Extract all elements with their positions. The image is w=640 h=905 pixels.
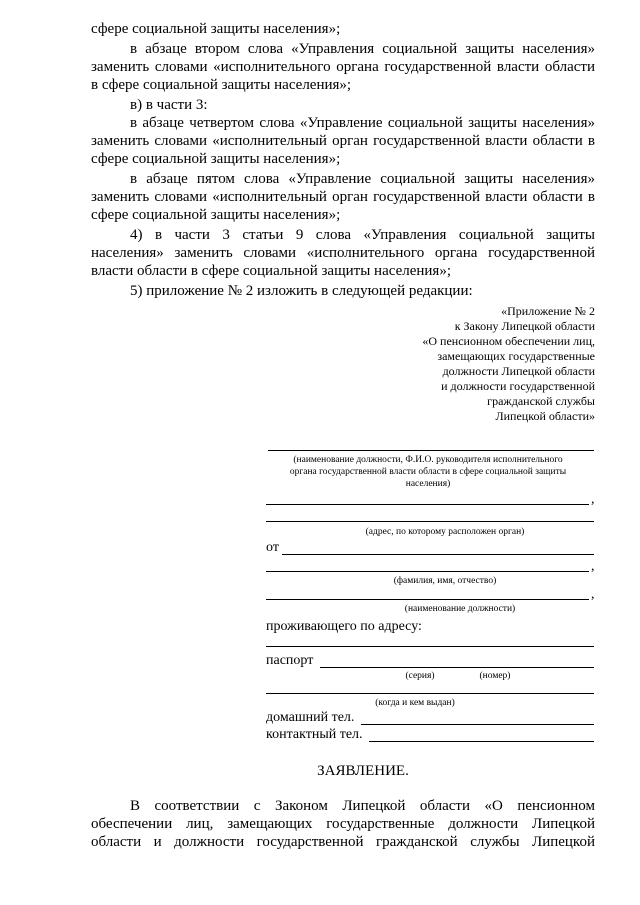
form-caption: (когда и кем выдан) [375, 698, 455, 708]
text-line: в абзаце втором слова «Управления социальной защиты населения» [130, 41, 595, 57]
text-line: в) в части 3: [130, 97, 208, 113]
text-line: сфере социальной защиты населения»; [91, 151, 341, 167]
form-caption: (наименование должности) [404, 604, 516, 614]
appendix-header-line: и должности государственной [441, 379, 595, 393]
text-line: в абзаце четвертом слова «Управление социальной защиты населения» [130, 115, 595, 131]
text-line: В соответствии с Законом Липецкой области «О пенсионном [130, 798, 595, 814]
appendix-header-line: Липецкой области» [495, 409, 595, 423]
comma: , [591, 559, 595, 574]
appendix-header-line: замещающих государственные [437, 349, 595, 363]
text-line: сфере социальной защиты населения»; [91, 21, 341, 37]
text-line: заменить словами «исполнительный орган государственной власти области в [91, 133, 595, 149]
comma: , [591, 492, 595, 507]
form-caption: (номер) [479, 671, 511, 681]
form-blank-line[interactable] [266, 521, 594, 522]
text-line: заменить словами «исполнительный орган государственной власти области в [91, 189, 595, 205]
statement-title: ЗАЯВЛЕНИЕ. [317, 763, 409, 779]
form-blank-line[interactable] [266, 693, 594, 694]
residing-label: проживающего по адресу: [266, 619, 422, 634]
appendix-header-line: к Закону Липецкой области [454, 319, 595, 333]
appendix-header-line: «Приложение № 2 [501, 304, 595, 318]
form-caption: (серия) [405, 671, 435, 681]
form-caption: (фамилия, имя, отчество) [393, 576, 497, 586]
form-caption: (наименование должности, Ф.И.О. руководителя исполнительного [293, 455, 563, 465]
appendix-header-line: «О пенсионном обеспечении лиц, [422, 334, 595, 348]
appendix-header-line: гражданской службы [487, 394, 595, 408]
passport-label: паспорт [266, 653, 314, 668]
form-caption: населения) [405, 479, 451, 489]
text-line: в сфере социальной защиты населения»; [91, 77, 352, 93]
text-line: 5) приложение № 2 изложить в следующей редакции: [130, 283, 473, 299]
form-blank-line[interactable] [361, 724, 594, 725]
contact-phone-label: контактный тел. [266, 727, 363, 742]
form-blank-line[interactable] [369, 741, 594, 742]
form-caption: (адрес, по которому расположен орган) [365, 527, 525, 537]
home-phone-label: домашний тел. [266, 710, 355, 725]
text-line: власти области в сфере социальной защиты населения»; [91, 263, 451, 279]
form-blank-line[interactable] [268, 450, 594, 451]
text-line: в абзаце пятом слова «Управление социальной защиты населения» [130, 171, 595, 187]
form-blank-line[interactable] [266, 599, 589, 600]
text-line: обеспечении лиц, замещающих государственные должности Липецкой [91, 816, 595, 832]
form-blank-line[interactable] [266, 646, 594, 647]
text-line: сфере социальной защиты населения»; [91, 207, 341, 223]
form-blank-line[interactable] [282, 554, 594, 555]
form-caption: органа государственной власти области в сфере социальной защиты [289, 467, 567, 477]
text-line: области и должности государственной гражданской службы Липецкой [91, 834, 595, 850]
form-blank-line[interactable] [266, 571, 589, 572]
text-line: заменить словами «исполнительного органа государственной власти области [91, 59, 595, 75]
appendix-header-line: должности Липецкой области [442, 364, 595, 378]
text-line: населения» заменить словами «исполнительного органа государственной [91, 245, 595, 261]
form-blank-line[interactable] [320, 667, 594, 668]
from-label: от [266, 540, 279, 555]
text-line: 4) в части 3 статьи 9 слова «Управления социальной защиты [130, 227, 595, 243]
comma: , [591, 587, 595, 602]
form-blank-line[interactable] [266, 504, 589, 505]
